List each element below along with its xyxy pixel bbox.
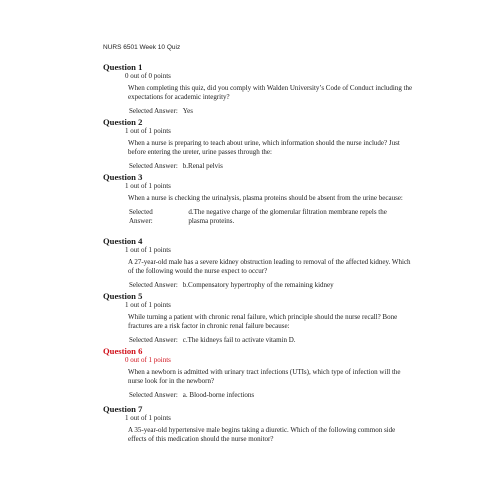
selected-answer-label: Selected Answer: (129, 391, 178, 399)
question-title: Question 6 (103, 346, 143, 356)
question-title: Question 1 (103, 62, 143, 72)
question-title: Question 7 (103, 404, 143, 414)
selected-answer-row (129, 208, 403, 226)
question-text: When completing this quiz, did you comply with Walden University’s Code of Conduct including the expectations for academic integrity? (128, 84, 413, 101)
question-points: 0 out of 1 points (125, 356, 171, 364)
question-points: 1 out of 1 points (125, 414, 171, 422)
selected-answer-label: Selected Answer: (129, 162, 178, 170)
selected-answer-row (129, 281, 403, 290)
selected-answer-row (129, 336, 403, 345)
question-text: A 27-year-old male has a severe kidney obstruction leading to removal of the affected kidney. Which of the following would the nurse expect to occur? (128, 258, 411, 275)
question-points: 1 out of 1 points (125, 246, 171, 254)
question-title: Question 5 (103, 291, 143, 301)
question-block-7 (103, 404, 403, 444)
question-text: When a newborn is admitted with urinary tract infections (UTIs), which type of infection will the nurse look for in the newborn? (128, 368, 401, 385)
selected-answer-value: c.The kidneys fail to activate vitamin D. (182, 336, 296, 344)
question-block-1 (103, 62, 413, 116)
question-points: 1 out of 1 points (125, 182, 171, 190)
question-text: A 35-year-old hypertensive male begins taking a diuretic. Which of the following common side effects of this medication should the nurse monitor? (128, 426, 396, 443)
question-block-2 (103, 117, 403, 171)
document-title: NURS 6501 Week 10 Quiz (103, 44, 181, 51)
question-title: Question 2 (103, 117, 143, 127)
selected-answer-value: Yes (182, 107, 193, 115)
question-block-4 (103, 236, 411, 290)
question-points: 1 out of 1 points (125, 301, 171, 309)
question-points: 1 out of 1 points (125, 127, 171, 135)
selected-answer-label: Selected Answer: (129, 281, 178, 289)
selected-answer-row (129, 391, 403, 400)
selected-answer-row (129, 162, 403, 171)
question-points: 0 out of 0 points (125, 72, 171, 80)
question-title: Question 4 (103, 236, 143, 246)
question-block-6 (103, 346, 403, 400)
question-title: Question 3 (103, 172, 143, 182)
selected-answer-label: Selected Answer: (129, 336, 178, 344)
selected-answer-value: b.Compensatory hypertrophy of the remaining kidney (182, 281, 334, 289)
question-text: When a nurse is checking the urinalysis, plasma proteins should be absent from the urine because: (128, 194, 403, 202)
question-text: While turning a patient with chronic renal failure, which principle should the nurse recall? Bone fractures are a risk factor in chronic renal failure because: (128, 313, 398, 330)
question-block-5 (103, 291, 403, 345)
selected-answer-label: Selected Answer: (129, 107, 178, 115)
selected-answer-label: Selected Answer: (129, 208, 153, 225)
question-text: When a nurse is preparing to teach about urine, which information should the nurse include? Just before entering the ureter, urine passes through the: (128, 139, 400, 156)
selected-answer-row (129, 107, 403, 116)
selected-answer-value: b.Renal pelvis (182, 162, 223, 170)
question-block-3 (103, 172, 403, 226)
selected-answer-value: a. Blood-borne infections (182, 391, 255, 399)
selected-answer-value: d.The negative charge of the glomerular filtration membrane repels the plasma proteins. (188, 208, 387, 225)
